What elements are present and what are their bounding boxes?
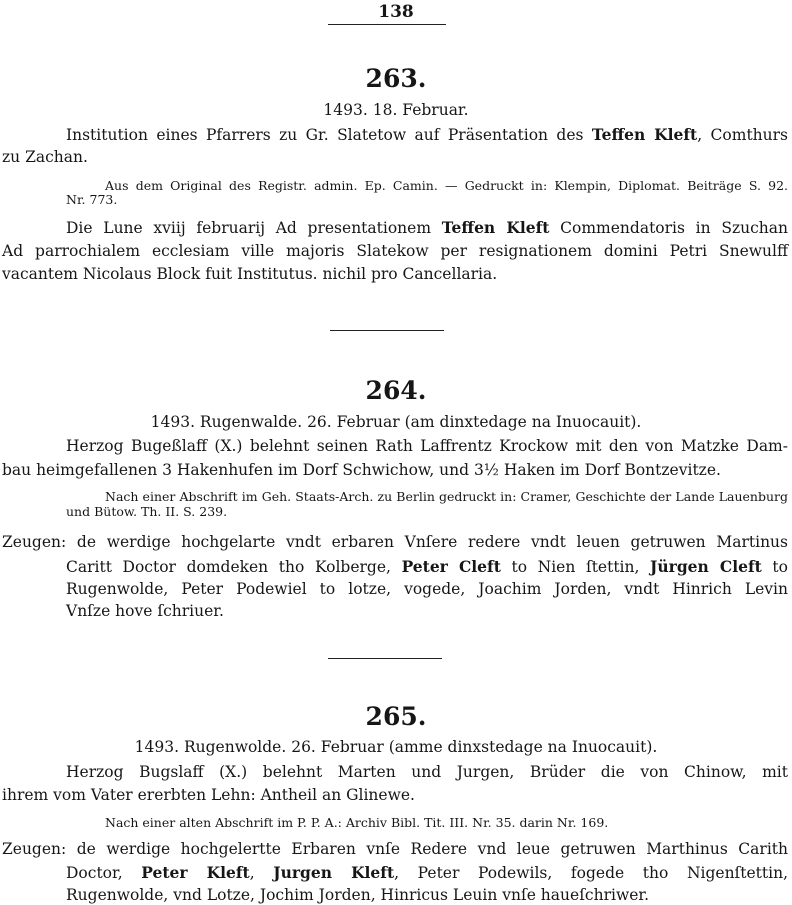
entry-summary: ihrem vom Vater ererbten Lehn: Antheil an Glinewe. — [2, 786, 415, 804]
entry-date: 1493. 18. Februar. — [323, 101, 469, 119]
entry-summary: Institution eines Pfarrers zu Gr. Slatetow auf Präsentation des Teffen Kleft, Comthurs — [66, 125, 788, 144]
entry-source: Nach einer alten Abschrift im P. P. A.: Archiv Bibl. Tit. III. Nr. 35. darin Nr. 169. — [105, 815, 609, 830]
section-divider — [330, 330, 444, 331]
entry-source: Nr. 773. — [66, 192, 118, 207]
entry-summary: zu Zachan. — [2, 148, 88, 166]
header-rule — [328, 24, 446, 25]
entry-number: 264. — [365, 376, 427, 405]
entry-date: 1493. Rugenwalde. 26. Februar (am dinxtedage na Inuocauit). — [150, 413, 642, 431]
page-number: 138 — [378, 2, 414, 22]
entry-text: Die Lune xviij februarij Ad presentationem Teffen Kleft Commendatoris in Szuchan — [66, 218, 788, 237]
entry-text: Zeugen: de werdige hochgelertte Erbaren vnſe Redere vnd leue getruwen Marthinus Carith — [2, 840, 788, 858]
entry-text: Rugenwolde, Peter Podewiel to lotze, vogede, Joachim Jorden, vndt Hinrich Levin — [66, 580, 788, 598]
entry-source: Aus dem Original des Registr. admin. Ep. Camin. — Gedruckt in: Klempin, Diplomat. Beiträge S. 92. — [105, 178, 788, 193]
entry-text: Ad parrochialem ecclesiam ville majoris Slatekow per resignationem domini Petri Snewulff — [2, 242, 788, 260]
entry-text: Rugenwolde, vnd Lotze, Jochim Jorden, Hinricus Leuin vnſe haueſchriwer. — [66, 886, 650, 904]
entry-source: und Bütow. Th. II. S. 239. — [66, 504, 228, 519]
entry-text: Caritt Doctor domdeken tho Kolberge, Peter Cleft to Nien ſtettin, Jürgen Cleft to — [66, 557, 788, 576]
entry-text: Doctor, Peter Kleft, Jurgen Kleft, Peter Podewils, fogede tho Nigenſtettin, — [66, 863, 789, 882]
entry-source: Nach einer Abschrift im Geh. Staats-Arch. zu Berlin gedruckt in: Cramer, Geschichte der Lande Lauenburg — [105, 489, 788, 504]
entry-summary: bau heimgefallenen 3 Hakenhufen im Dorf Schwichow, und 3½ Haken im Dorf Bontzevitze. — [2, 461, 721, 479]
section-divider — [328, 658, 442, 659]
entry-number: 263. — [365, 64, 427, 93]
entry-summary: Herzog Bugeßlaff (X.) belehnt seinen Rath Laffrentz Krockow mit den von Matzke Dam- — [66, 437, 788, 455]
entry-text: Vnſze hove ſchriuer. — [66, 602, 224, 620]
entry-text: vacantem Nicolaus Block fuit Institutus. nichil pro Cancellaria. — [2, 265, 498, 283]
entry-number: 265. — [365, 702, 427, 731]
entry-text: Zeugen: de werdige hochgelarte vndt erbaren Vnſere redere vndt leuen getruwen Martinus — [2, 533, 788, 551]
entry-date: 1493. Rugenwolde. 26. Februar (amme dinxstedage na Inuocauit). — [134, 738, 658, 756]
entry-summary: Herzog Bugslaff (X.) belehnt Marten und Jurgen, Brüder die von Chinow, mit — [66, 763, 788, 781]
